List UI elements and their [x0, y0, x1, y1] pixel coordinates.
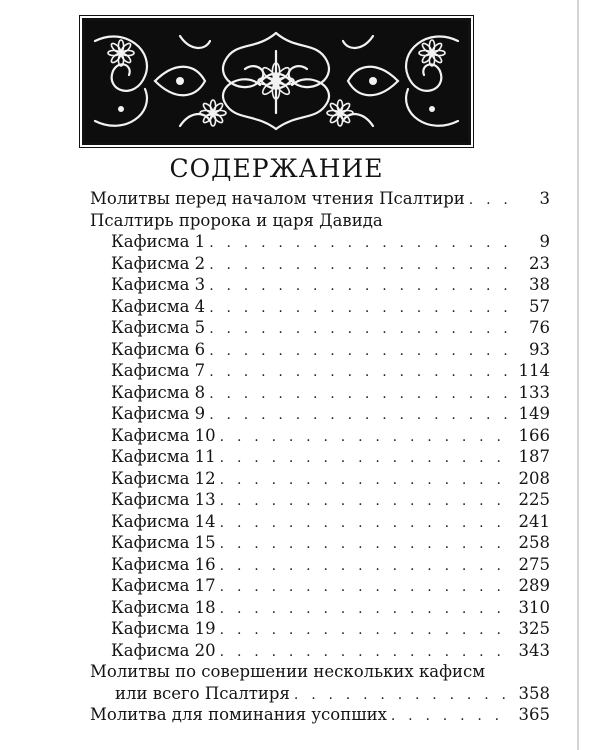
toc-entry-label: Кафисма 11	[111, 447, 216, 466]
floral-ornament-banner	[82, 18, 471, 145]
rosette-center	[273, 78, 279, 84]
toc-entry-page: 149	[518, 404, 550, 423]
dot-leader	[209, 405, 510, 427]
toc-entry-label: Кафисма 7	[111, 361, 206, 380]
toc-entry-label: Молитвы перед началом чтения Псалтири	[90, 189, 465, 208]
dot-leader	[220, 556, 510, 578]
toc-entry-label: Кафисма 1	[111, 232, 206, 251]
toc-entry-label: Кафисма 12	[111, 468, 216, 488]
toc-entry-kathisma-5[interactable]	[90, 317, 550, 339]
page-edge	[577, 0, 579, 750]
toc-entry-label: Кафисма 9	[111, 404, 206, 423]
rosette-center	[430, 51, 435, 56]
toc-entry-page: 310	[518, 597, 550, 617]
toc-entry-label: Кафисма 4	[111, 296, 206, 316]
toc-entry-page: 76	[529, 318, 550, 337]
toc-entry-page: 38	[529, 275, 550, 294]
toc-entry-page: 9	[539, 232, 550, 251]
toc-entry-page: 23	[529, 253, 550, 273]
dot-leader	[294, 685, 510, 707]
toc-entry-kathisma-12[interactable]	[90, 468, 550, 490]
toc-entry-kathisma-4[interactable]	[90, 296, 550, 318]
rosette-center	[119, 51, 124, 56]
toc-entry-page: 133	[518, 382, 550, 402]
toc-entry-page: 187	[518, 447, 550, 466]
toc-entry-label: Кафисма 13	[111, 490, 216, 509]
toc-entry-kathisma-1[interactable]	[90, 231, 550, 253]
dot-leader	[209, 319, 510, 341]
dot-leader	[220, 534, 510, 556]
toc-entry-page: 325	[518, 619, 550, 638]
dot-leader	[469, 190, 510, 212]
toc-entry-label: или всего Псалтиря	[115, 683, 290, 703]
toc-entry-kathisma-11[interactable]	[90, 446, 550, 468]
dot-leader	[209, 298, 510, 320]
toc-entry-kathisma-18[interactable]	[90, 597, 550, 619]
toc-entry-kathisma-16[interactable]	[90, 554, 550, 576]
toc-entry-page: 365	[518, 705, 550, 724]
toc-entry-page: 275	[518, 554, 550, 574]
toc-entry-kathisma-13[interactable]	[90, 489, 550, 511]
toc-entry-page: 358	[518, 683, 550, 703]
dot-leader	[209, 341, 510, 363]
dot-leader	[220, 427, 510, 449]
toc-entry-page: 57	[529, 296, 550, 316]
dot-leader	[220, 642, 510, 664]
toc-entry-kathisma-17[interactable]	[90, 575, 550, 597]
toc-entry-label: Кафисма 20	[111, 640, 216, 660]
toc-entry-label: Кафисма 15	[111, 533, 216, 552]
table-of-contents	[90, 188, 550, 726]
toc-entry-page: 93	[529, 339, 550, 359]
dot-leader	[220, 620, 510, 642]
toc-section-label: Псалтирь пророка и царя Давида	[90, 210, 383, 230]
toc-entry-kathisma-7[interactable]	[90, 360, 550, 382]
dot-leader	[220, 599, 510, 621]
toc-entry-label: Молитва для поминания усопших	[90, 705, 387, 724]
toc-entry-label: Кафисма 8	[111, 382, 206, 402]
toc-entry-page: 241	[518, 511, 550, 531]
toc-entry-label: Кафисма 3	[111, 275, 206, 294]
dot-leader	[220, 513, 510, 535]
toc-entry-kathisma-10[interactable]	[90, 425, 550, 447]
toc-entry-page: 225	[518, 490, 550, 509]
dot-leader	[209, 233, 510, 255]
toc-entry-kathisma-9[interactable]	[90, 403, 550, 425]
toc-entry-label: Кафисма 6	[111, 339, 206, 359]
toc-entry-label: Кафисма 10	[111, 425, 216, 445]
toc-entry-label: Кафисма 2	[111, 253, 206, 273]
toc-entry-label: Кафисма 17	[111, 576, 216, 595]
dot-leader	[220, 577, 510, 599]
toc-entry-label: Кафисма 16	[111, 554, 216, 574]
toc-entry-page: 289	[518, 576, 550, 595]
dot-leader	[391, 706, 510, 728]
toc-entry-kathisma-19[interactable]	[90, 618, 550, 640]
toc-entry-page: 343	[518, 640, 550, 660]
floral-ornament-icon	[85, 21, 468, 142]
dot-leader	[209, 384, 510, 406]
toc-entry-label: Кафисма 18	[111, 597, 216, 617]
toc-entry-kathisma-20[interactable]	[90, 640, 550, 662]
toc-entry-kathisma-14[interactable]	[90, 511, 550, 533]
dot-leader	[220, 448, 510, 470]
toc-entry-label: Кафисма 14	[111, 511, 216, 531]
toc-entry-kathisma-8[interactable]	[90, 382, 550, 404]
toc-entry-kathisma-15[interactable]	[90, 532, 550, 554]
dot-leader	[220, 470, 510, 492]
toc-entry-page: 258	[518, 533, 550, 552]
dot-leader	[209, 362, 510, 384]
toc-entry-page: 114	[518, 361, 550, 380]
toc-entry-prayers-after-line1[interactable]	[90, 661, 550, 683]
toc-entry-page: 166	[518, 425, 550, 445]
toc-entry-prayers-after[interactable]	[90, 683, 550, 705]
toc-section-psalter[interactable]	[90, 210, 550, 232]
dot-leader	[220, 491, 510, 513]
dot-leader	[209, 276, 510, 298]
toc-entry-kathisma-6[interactable]	[90, 339, 550, 361]
rosette-center	[338, 111, 343, 116]
toc-entry-page: 3	[539, 189, 550, 208]
toc-entry-kathisma-3[interactable]	[90, 274, 550, 296]
toc-entry-page: 208	[518, 468, 550, 488]
page-title: СОДЕРЖАНИЕ	[169, 154, 384, 183]
toc-entry-label: Молитвы по совершении нескольких кафисм	[90, 662, 486, 681]
toc-entry-label: Кафисма 19	[111, 619, 216, 638]
toc-entry-prayer-departed[interactable]	[90, 704, 550, 726]
toc-entry-prayers-before[interactable]	[90, 188, 550, 210]
rosette-center	[211, 111, 216, 116]
toc-entry-kathisma-2[interactable]	[90, 253, 550, 275]
dot-leader	[209, 255, 510, 277]
toc-entry-label: Кафисма 5	[111, 318, 206, 337]
